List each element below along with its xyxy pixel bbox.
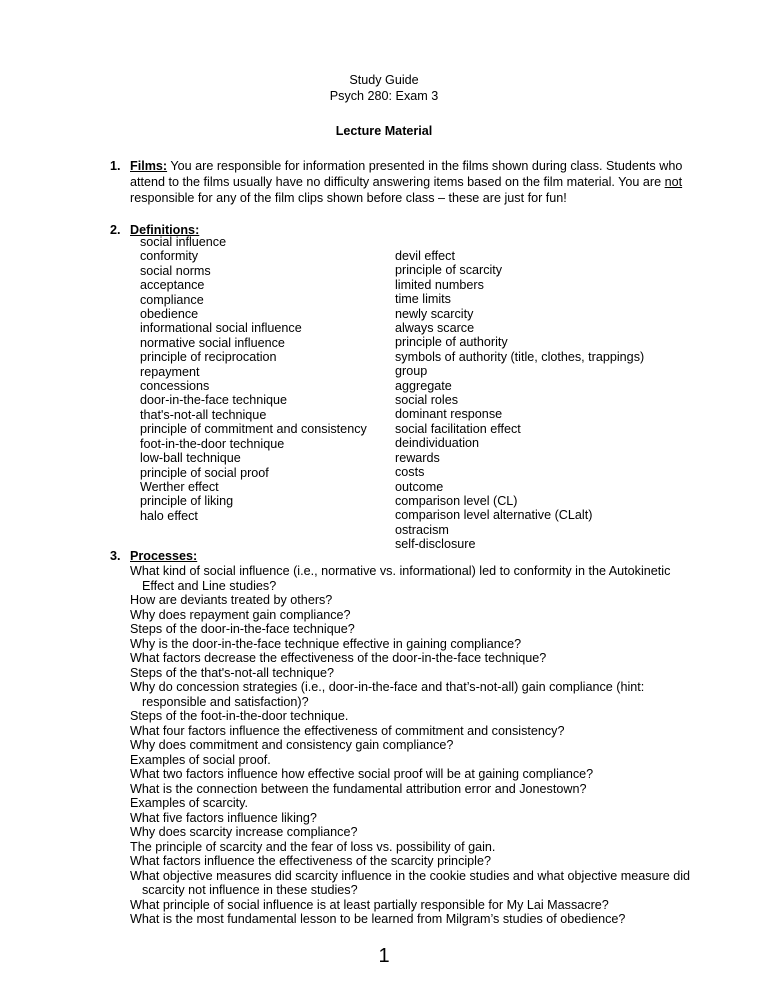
films-heading: Films: — [130, 159, 168, 173]
process-question: What four factors influence the effectiveness of commitment and consistency? — [130, 723, 565, 738]
process-question: Examples of social proof. — [130, 752, 271, 767]
films-text-1: You are responsible for information presented in the films shown during class. Students who attend to the films usually have no difficulty answering items based on the film material. You are — [130, 159, 683, 189]
films-number: 1. — [110, 159, 121, 173]
definition-term: principle of scarcity — [395, 263, 503, 278]
definitions-number: 2. — [110, 223, 121, 237]
definitions-left-column — [140, 235, 367, 523]
page-number: 1 — [378, 945, 390, 967]
definition-term: that's-not-all technique — [140, 407, 267, 422]
films-paragraph — [130, 158, 690, 206]
title-line-1: Study Guide — [349, 73, 419, 87]
definition-term: social influence — [140, 235, 227, 249]
definition-term: social facilitation effect — [395, 421, 521, 436]
process-question: Examples of scarcity. — [130, 796, 249, 810]
definition-term: ostracism — [395, 522, 449, 537]
processes-number: 3. — [110, 549, 121, 563]
process-question: Steps of the door-in-the-face technique? — [130, 622, 355, 636]
definition-term: normative social influence — [140, 335, 285, 350]
definition-term: group — [395, 364, 428, 379]
films-text-2: responsible for any of the film clips shown before class – these are just for fun! — [130, 191, 567, 205]
process-question: What factors decrease the effectiveness of the door-in-the-face technique? — [130, 651, 547, 665]
definition-term: acceptance — [140, 278, 205, 293]
processes-heading-wrap — [130, 549, 690, 564]
title-line-2: Psych 280: Exam 3 — [329, 89, 439, 103]
process-question: Why does scarcity increase compliance? — [130, 825, 358, 839]
films-text-underlined: not — [664, 175, 683, 189]
process-question: Why does commitment and consistency gain compliance? — [130, 738, 454, 752]
definition-term: conformity — [140, 249, 199, 264]
definition-term: limited numbers — [395, 277, 484, 292]
definition-term: outcome — [395, 479, 444, 494]
definition-term: principle of liking — [140, 494, 234, 509]
process-question: What two factors influence how effective social proof will be at gaining compliance? — [130, 767, 594, 781]
process-question: Why is the door-in-the-face technique effective in gaining compliance? — [130, 636, 522, 651]
processes-heading: Processes: — [130, 549, 198, 563]
definition-term: rewards — [395, 450, 440, 465]
definition-term: newly scarcity — [395, 306, 474, 321]
definition-term: social roles — [395, 393, 458, 408]
definition-term: halo effect — [140, 508, 198, 523]
process-question: What is the most fundamental lesson to be learned from Milgram’s studies of obedience? — [130, 912, 626, 926]
definition-term: low-ball technique — [140, 451, 241, 466]
definitions-right-column — [395, 249, 644, 552]
definition-term: concessions — [140, 379, 210, 394]
processes-list — [130, 564, 700, 927]
definitions-heading: Definitions: — [130, 223, 200, 237]
definition-term: comparison level alternative (CLalt) — [395, 508, 593, 523]
definition-term: principle of reciprocation — [140, 350, 277, 365]
section-title: Lecture Material — [335, 124, 433, 138]
definition-term: principle of social proof — [140, 465, 269, 480]
definition-term: principle of authority — [395, 335, 508, 350]
definition-term: foot-in-the-door technique — [140, 436, 285, 451]
definition-term: comparison level (CL) — [395, 493, 518, 508]
definition-term: time limits — [395, 292, 451, 307]
definition-term: Werther effect — [140, 479, 219, 494]
process-question: What objective measures did scarcity influence in the cookie studies and what objective measure did scarcity not influence in these studies? — [130, 868, 691, 897]
process-question: What factors influence the effectiveness of the scarcity principle? — [130, 854, 491, 868]
process-question: Steps of the foot-in-the-door technique. — [130, 709, 349, 723]
definition-term: costs — [395, 465, 425, 480]
definition-term: always scarce — [395, 321, 475, 336]
process-question: What kind of social influence (i.e., normative vs. informational) led to conformity in the Autokinetic Effect and Line studies? — [130, 564, 671, 593]
definition-term: obedience — [140, 307, 199, 322]
process-question: The principle of scarcity and the fear of loss vs. possibility of gain. — [130, 839, 496, 854]
definition-term: social norms — [140, 263, 211, 278]
definition-term: door-in-the-face technique — [140, 393, 288, 408]
process-question: What principle of social influence is at least partially responsible for My Lai Massacre? — [130, 897, 609, 912]
definition-term: aggregate — [395, 378, 452, 393]
process-question: What is the connection between the fundamental attribution error and Jonestown? — [130, 781, 587, 796]
definition-term: informational social influence — [140, 321, 302, 336]
definition-term: symbols of authority (title, clothes, trappings) — [395, 349, 645, 364]
process-question: How are deviants treated by others? — [130, 593, 333, 607]
definition-term: dominant response — [395, 407, 503, 422]
definition-term: deindividuation — [395, 436, 480, 451]
definition-term: devil effect — [395, 249, 455, 263]
definition-term: self-disclosure — [395, 537, 476, 552]
process-question: Steps of the that's-not-all technique? — [130, 665, 335, 680]
definition-term: principle of commitment and consistency — [140, 422, 367, 437]
process-question: Why do concession strategies (i.e., door-in-the-face and that’s-not-all) gain compliance (hint: responsible and satisfaction)? — [130, 680, 645, 709]
definition-term: compliance — [140, 292, 204, 307]
process-question: Why does repayment gain compliance? — [130, 607, 351, 622]
definition-term: repayment — [140, 364, 200, 379]
process-question: What five factors influence liking? — [130, 810, 317, 825]
